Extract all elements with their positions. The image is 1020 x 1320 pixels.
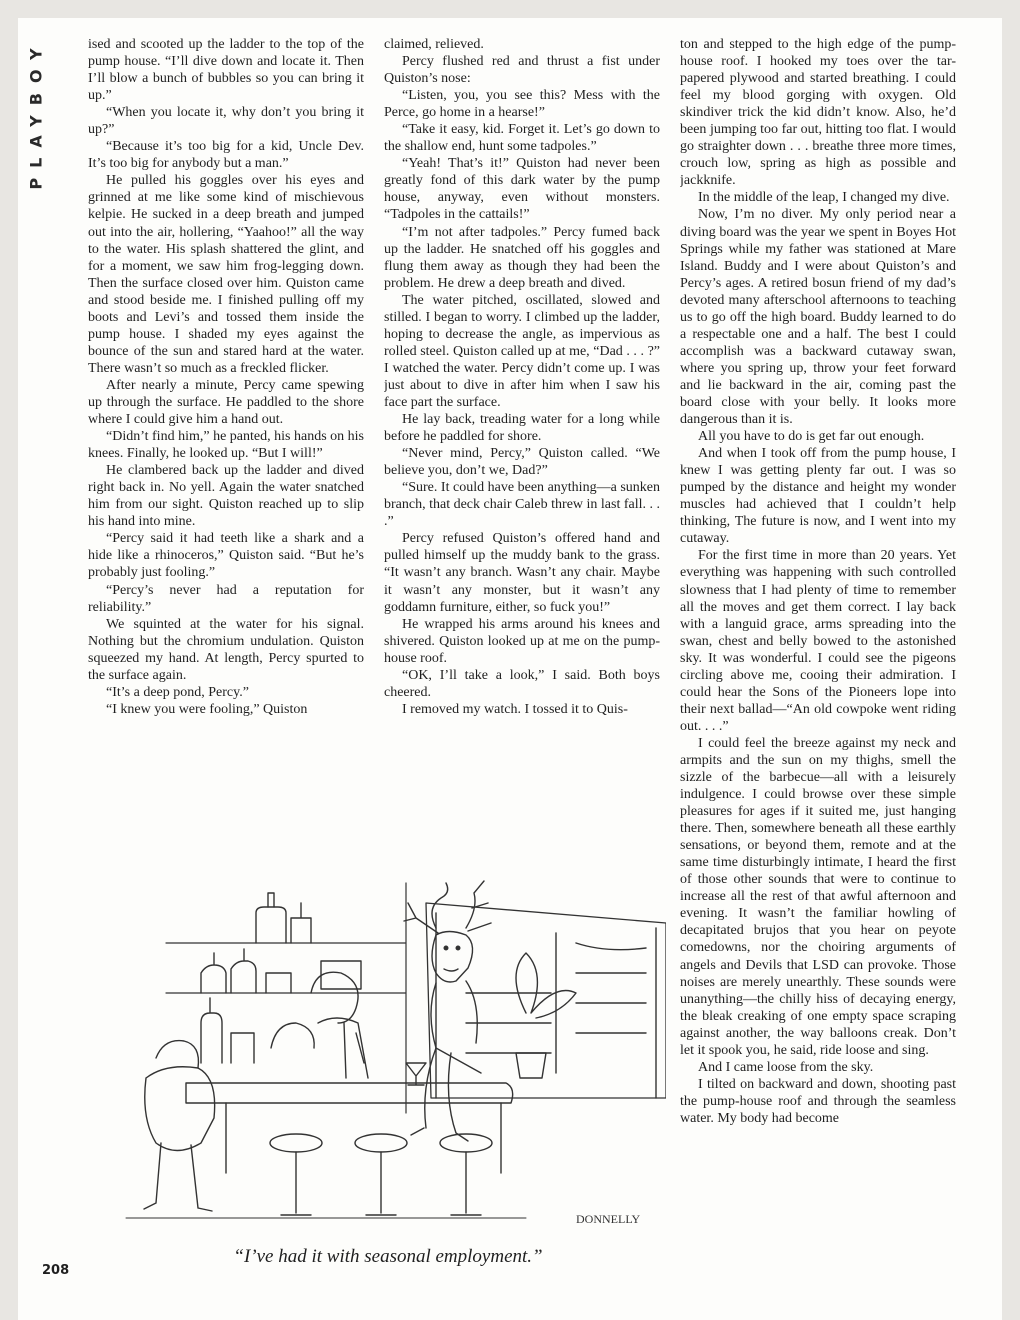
- paragraph: “It’s a deep pond, Percy.”: [106, 684, 249, 700]
- masthead-text: PLAYBOY: [26, 38, 46, 190]
- paragraph: ton and stepped to the high edge of the pump-house roof. I hooked my toes over the tar-papered plywood and started breathing. I could feel my blood gorging with oxygen. Old skindiver trick the kid didn’t know. Also, he’d been jumping too far out, hitting too flat. I would go straighter down . . . breathe three more times, crouch low, spring as high as possible and jackknife.: [680, 37, 956, 189]
- paragraph: And when I took off from the pump house, I knew I was getting plenty far out. I was so pumped by the distance and height my wonder muscles had achieved that I couldn’t help thinking, The future is now, and I went into my cutaway.: [680, 446, 956, 547]
- paragraph: He wrapped his arms around his knees and shivered. Quiston looked up at me on the pump-house roof.: [384, 616, 660, 666]
- paragraph: For the first time in more than 20 years. Yet everything was happening with such controlled slowness that I had plenty of time to remember all the moves and get them correct. I lay back with a languid grace, arms spreading into the swan, chest and belly bowed to the astonished sky. It was wonderful. I could see the pigeons circling above me, cooing their admiration. I could hear the Sons of the Pioneers lope into their next ballad—“An old cowpoke went riding out. . . .”: [680, 548, 956, 734]
- text-column-3: [680, 36, 956, 1280]
- text-column-1: [88, 36, 364, 811]
- paragraph: In the middle of the leap, I changed my dive.: [698, 190, 950, 206]
- paragraph: Percy refused Quiston’s offered hand and pulled himself up the muddy bank to the grass. “It wasn’t any branch. Wasn’t any chair. Maybe it wasn’t any monster, but it wasn’t any goddamn furniture, either, so fuck you!”: [384, 531, 660, 615]
- paragraph: “I’m not after tadpoles.” Percy fumed back up the ladder. He snatched off his goggles and flung them away as though they had been the problem. He drew a deep breath and dived.: [384, 224, 660, 291]
- paragraph: “Listen, you, you see this? Mess with the Perce, go home in a hearse!”: [384, 88, 660, 121]
- paragraph: He lay back, treading water for a long while before he paddled for shore.: [384, 412, 660, 445]
- text-column-2: [384, 36, 660, 811]
- paragraph: I tilted on backward and down, shooting past the pump-house roof and through the seamless water. My body had become: [680, 1076, 956, 1126]
- magazine-page: [18, 18, 1002, 1320]
- paragraph: He clambered back up the ladder and dived right back in. No yell. Again the water snatched him from our sight. Quiston reached up to slip his hand into mine.: [88, 463, 364, 530]
- paragraph: “Because it’s too big for a kid, Uncle Dev. It’s too big for anybody but a man.”: [88, 139, 364, 172]
- paragraph: He pulled his goggles over his eyes and grinned at me like some kind of mischievous kelpie. He sucked in a deep breath and jumped out into the air, hollering, “Yaahoo!” all the way to the water. His splash shattered the glint, and for a moment, we saw him frog-legging down. Then the surface closed over him. Quiston came and stood beside me. I finished pulling off my boots and Levi’s and tossed them inside the pump house. I shaded my eyes against the bounce of the sun and stared hard at the water. There wasn’t so much as a freckled flicker.: [88, 173, 364, 376]
- paragraph: The water pitched, oscillated, slowed and stilled. I began to worry. I climbed up the ladder, hoping to decrease the angle, as impervious as rolled steel. Quiston called up at me, “Dad . . . ?” I watched the water. Percy didn’t come up. I was just about to dive in after him when I saw his face part the surface.: [384, 292, 660, 410]
- paragraph: And I came loose from the sky.: [698, 1059, 874, 1075]
- paragraph: After nearly a minute, Percy came spewing up through the surface. He paddled to the shore where I could give him a hand out.: [88, 377, 364, 428]
- paragraph: “Percy’s never had a reputation for reliability.”: [88, 582, 364, 615]
- paragraph: “Percy said it had teeth like a shark and a hide like a rhinoceros,” Quiston said. “But he’s probably just fooling.”: [88, 531, 364, 581]
- masthead: [24, 24, 48, 204]
- page-number: 208: [42, 1263, 70, 1278]
- paragraph: I could feel the breeze against my neck and armpits and the sun on my thighs, smell the sizzle of the barbecue—all with a leisurely indulgence. I could browse over these simple pleasures for ages if it suited me, just hanging there. Then, somewhere beneath all these earthly sensations, or beyond them, remote and at the same time disturbingly intimate, I heard the first of those other sounds that were to continue to increase all the rest of that awful afternoon and evening. It wasn’t the familiar howling of decapitated brujos that you hear on peyote comedowns, nor the choiring arguments of angels and Devils that LSD can provoke. Those noises are merely unearthly. These sounds were unanything—the chilly hiss of decaying energy, the bleak creaking of one empty space scraping against another, the way balloons creak. Don’t let it spook you, he said, ride loose and sing.: [680, 735, 956, 1058]
- cartoon-caption: “I’ve had it with seasonal employment.”: [233, 1246, 543, 1267]
- paragraph: I removed my watch. I tossed it to Quis-: [402, 701, 628, 717]
- paragraph: We squinted at the water for his signal. Nothing but the chromium undulation. Quiston squeezed my hand. At length, Percy spurted to the surface again.: [88, 616, 364, 683]
- paragraph: Percy flushed red and thrust a fist under Quiston’s nose:: [384, 54, 660, 87]
- paragraph: “Yeah! That’s it!” Quiston had never been greatly fond of this dark water by the pump house, anyway, even without monsters. “Tadpoles in the cattails!”: [384, 156, 660, 223]
- paragraph: “OK, I’ll take a look,” I said. Both boys cheered.: [384, 667, 660, 700]
- paragraph: “Didn’t find him,” he panted, his hands on his knees. Finally, he looked up. “But I will!”: [88, 429, 364, 462]
- paragraph: All you have to do is get far out enough.: [698, 429, 925, 445]
- paragraph: Now, I’m no diver. My only period near a diving board was the year we spent in Boyes Hot Springs while my father was stationed at Mare Island. Buddy and I were about Quiston’s and Percy’s ages. A retired bosun friend of my dad’s devoted many afterschool afternoons to teaching us to go off the high board. Buddy learned to do a respectable one and a half. The best I could accomplish was a backward cutaway swan, where you spring up, throw your feet forward and lie backward in the air, coming past the board close with your belly. It looks more dangerous than it is.: [680, 207, 956, 428]
- paragraph: “Never mind, Percy,” Quiston called. “We believe you, don’t we, Dad?”: [384, 446, 660, 479]
- paragraph: claimed, relieved.: [384, 37, 484, 52]
- paragraph: “Take it easy, kid. Forget it. Let’s go down to the shallow end, hunt some tadpoles.”: [384, 122, 660, 155]
- paragraph: “Sure. It could have been anything—a sunken branch, that deck chair Caleb threw in last fall. . . .”: [384, 480, 660, 530]
- cartoon-illustration: [106, 873, 666, 1243]
- paragraph: “When you locate it, why don’t you bring it up?”: [88, 105, 364, 138]
- artist-signature: DONNELLY: [576, 1212, 641, 1226]
- paragraph: ised and scooted up the ladder to the top of the pump house. “I’ll dive down and locate it. Then I’ll blow a bunch of bubbles so you can bring it up.”: [88, 37, 364, 104]
- paragraph: “I knew you were fooling,” Quiston: [106, 701, 308, 717]
